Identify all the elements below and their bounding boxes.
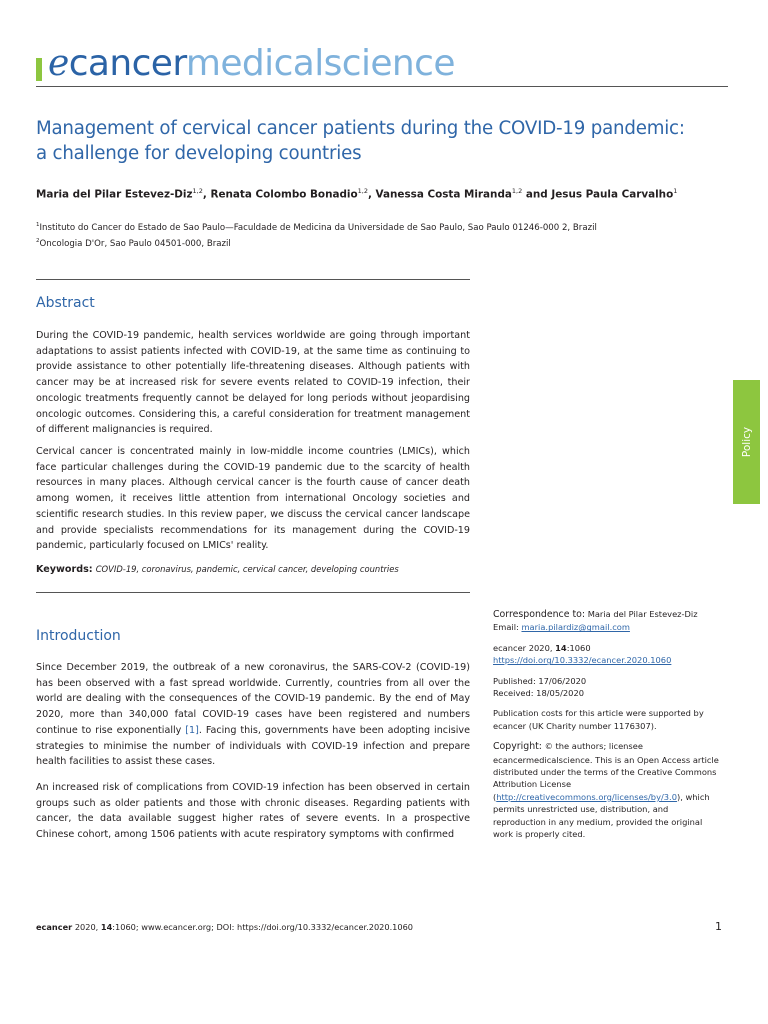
affiliation-line [36, 235, 726, 251]
affiliations [36, 219, 726, 251]
doi-link[interactable]: https://doi.org/10.3332/ecancer.2020.1060 [493, 655, 672, 666]
page-number: 1 [715, 920, 722, 933]
citation-article: :1060 [566, 642, 591, 653]
affiliation-sup: 2 [36, 237, 40, 244]
logo-cancer: cancer [68, 43, 186, 84]
header-divider [36, 86, 728, 87]
funding-note: Publication costs for this article were supported by ecancer (UK Charity number 1176307). [493, 708, 704, 731]
author-list [36, 183, 726, 202]
logo-green-bar [36, 58, 42, 81]
abstract-paragraph-1 [36, 328, 470, 438]
author-name: Jesus Paula Carvalho [551, 188, 674, 201]
abstract-text: Cervical cancer is concentrated mainly in low-middle income countries (LMICs), which face particular challenges during the COVID-19 pandemic due to the scarcity of health resources in many places. Although cervical cancer is the fourth cause of cancer death among women, it receives little attention from international Oncology societies and scientific research studies. In this review paper, we discuss the cervical cancer landscape and provide specialists recommendations for its management during the COVID-19 pandemic, particularly focused on LMICs' reality. [36, 446, 470, 552]
copyright-text: ), which permits unrestricted use, distribution, and reproduction in any medium, provided the original work is properly cited. [493, 791, 710, 840]
author-affil-sup: 1,2 [192, 187, 203, 195]
affiliation-text: Instituto do Cancer do Estado de Sao Paulo—Faculdade de Medicina da Universidade de Sao Paulo, Sao Paulo 01246-000 2, Brazil [39, 222, 597, 233]
introduction-heading: Introduction [36, 628, 121, 644]
logo-medicalscience: medicalscience [185, 43, 455, 84]
email-link[interactable]: maria.pilardiz@gmail.com [521, 622, 630, 633]
citation-year: 2020, [528, 642, 553, 653]
author-name: Vanessa Costa Miranda [375, 188, 512, 201]
published-date: Published: 17/06/2020 [493, 675, 587, 686]
abstract-bottom-divider [36, 592, 470, 593]
intro-text-segment: Since December 2019, the outbreak of a new coronavirus, the SARS-COV-2 (COVID-19) has been observed with a fast spread worldwide. Currently, countries from all over the world are dealing with the consequences of the COVID-19 pandemic. By the end of May 2020, more than 340,000 fatal COVID-19 cases have been registered and numbers continue to rise exponentially [36, 662, 470, 736]
keywords-list: COVID-19, coronavirus, pandemic, cervical cancer, developing countries [95, 564, 399, 574]
correspondence-name: Maria del Pilar Estevez-Diz [587, 609, 698, 619]
author-name: Maria del Pilar Estevez-Diz [36, 188, 193, 201]
correspondence-label: Correspondence to: [493, 609, 586, 620]
keywords-label: Keywords: [36, 564, 93, 575]
logo-e: e [48, 43, 69, 84]
author-affil-sup: 1,2 [511, 187, 523, 195]
footer-journal: ecancer [36, 922, 73, 932]
article-type-tab [733, 380, 760, 504]
affiliation-sup: 1 [36, 222, 40, 228]
article-info-sidebar [493, 608, 723, 849]
affiliation-line [36, 219, 726, 235]
title-line-1: Management of cervical cancer patients during the COVID-19 pandemic: [36, 118, 685, 139]
affiliation-text: Oncologia D'Or, Sao Paulo 04501-000, Brazil [39, 238, 231, 249]
footer-year: 2020, [74, 922, 99, 932]
article-type-label: Policy [740, 426, 753, 458]
author-affil-sup: 1 [673, 187, 678, 195]
email-label: Email: [493, 622, 519, 633]
author-name: Renata Colombo Bonadio [210, 188, 358, 201]
abstract-heading: Abstract [36, 295, 95, 311]
footer-citation: :1060; www.ecancer.org; DOI: https://doi.org/10.3332/ecancer.2020.1060 [112, 922, 414, 932]
received-date: Received: 18/05/2020 [493, 688, 585, 699]
footer-volume: 14 [100, 922, 113, 932]
intro-text-segment: . Facing this, governments have been adopting incisive strategies to minimise the number of individuals with COVID-19 infection and prepare health facilities to assist these cases. [36, 724, 470, 768]
citation-volume: 14 [555, 642, 567, 653]
abstract-top-divider [36, 279, 470, 280]
intro-text [36, 660, 470, 770]
copyright-text: © the authors; licensee ecancermedicalscience. This is an Open Access article distributed under the terms of the Creative Commons Attribution License ( [493, 741, 719, 802]
intro-text: An increased risk of complications from COVID-19 infection has been observed in certain groups such as older patients and those with chronic diseases. Regarding patients with cancer, the data available suggest higher rates of severe events. In a prospective Chinese cohort, among 1506 patients with acute respiratory symptoms with confirmed [36, 782, 470, 841]
copyright-label: Copyright: [493, 741, 542, 753]
license-link[interactable]: http://creativecommons.org/licenses/by/3.0 [496, 791, 677, 802]
abstract-paragraph-2 [36, 444, 470, 554]
page-footer [36, 922, 596, 932]
title-line-2: a challenge for developing countries [36, 143, 362, 164]
citation-journal: ecancer [493, 642, 527, 653]
author-separator: and [522, 188, 552, 201]
dates-block [493, 675, 723, 700]
copyright-block [493, 740, 723, 840]
keywords [36, 562, 470, 577]
author-separator: , [367, 188, 376, 201]
abstract-text: During the COVID-19 pandemic, health services worldwide are going through important adaptations to assist patients infected with COVID-19, at the same time as continuing to provide assistance to other potentially life-threatening diseases. Although patients with cancer may be at increased risk for severe events related to COVID-19 infection, their oncologic treatments frequently cannot be delayed for long periods without jeopardising oncologic outcomes. Considering this, a careful consideration for treatment management of different malignancies is required. [36, 330, 470, 436]
introduction-paragraph-1 [36, 660, 470, 770]
logo-wordmark [48, 40, 455, 88]
author-separator: , [202, 188, 211, 201]
introduction-paragraph-2 [36, 780, 470, 843]
article-title [36, 116, 726, 166]
journal-logo [36, 40, 455, 88]
correspondence-block [493, 608, 723, 634]
author-affil-sup: 1,2 [357, 187, 368, 195]
citation-block [493, 642, 723, 667]
citation-link[interactable]: [1] [185, 724, 199, 736]
